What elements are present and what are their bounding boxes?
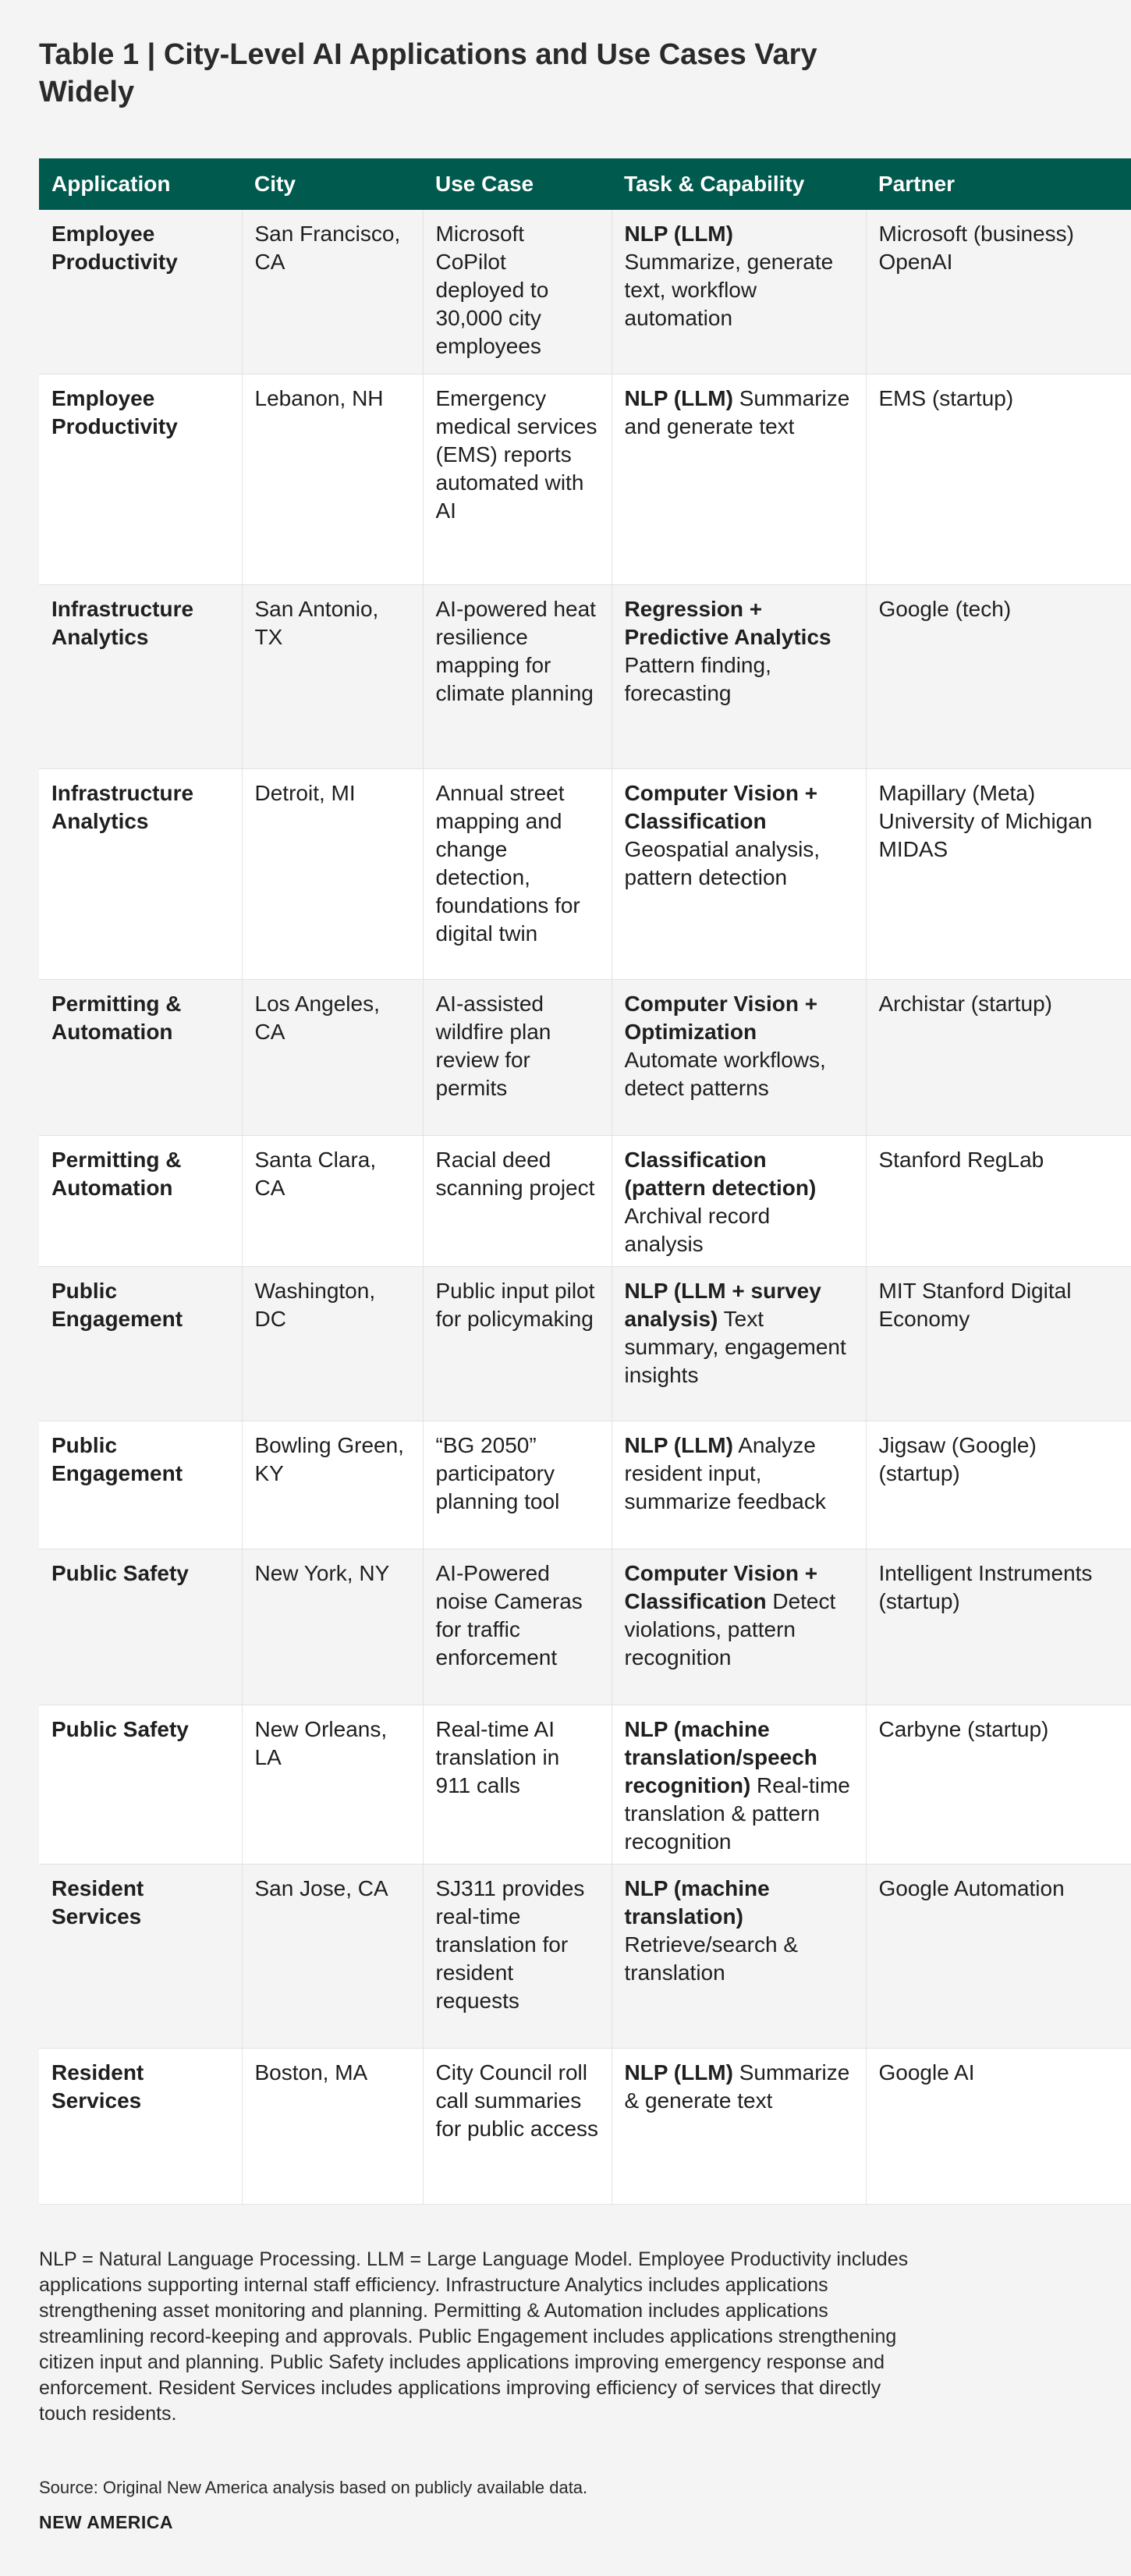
cell-application — [39, 210, 242, 374]
brand-wordmark: NEW AMERICA — [39, 2512, 174, 2532]
application-text: Public Engagement — [51, 1432, 183, 1485]
partner-text: Microsoft (business) OpenAI — [878, 222, 1075, 274]
capability-bold: Computer Vision + Classification — [624, 780, 818, 833]
capability-bold: Classification (pattern detection) — [624, 1147, 817, 1200]
application-text: Employee Productivity — [51, 222, 178, 274]
cell-city — [242, 374, 423, 584]
cell-application — [39, 979, 242, 1135]
table-row — [39, 584, 1131, 768]
capability-text: Summarize, generate text, workflow automation — [624, 250, 834, 330]
table-row — [39, 374, 1131, 584]
cell-partner — [866, 374, 1131, 584]
table-row — [39, 1705, 1131, 1864]
application-text: Permitting & Automation — [51, 991, 182, 1044]
use-case-text: Racial deed scanning project — [435, 1147, 595, 1200]
cell-use-case — [423, 584, 612, 768]
table-body — [39, 210, 1131, 2204]
cell-use-case — [423, 1549, 612, 1705]
cell-application — [39, 768, 242, 979]
cell-task-capability — [612, 1705, 866, 1864]
cell-city — [242, 2048, 423, 2204]
cell-task-capability — [612, 1135, 866, 1266]
use-case-table — [39, 158, 1131, 2205]
cell-city — [242, 979, 423, 1135]
cell-application — [39, 1705, 242, 1864]
cell-use-case — [423, 2048, 612, 2204]
cell-use-case — [423, 1421, 612, 1549]
cell-city — [242, 210, 423, 374]
header-city: City — [242, 158, 423, 210]
city-text: Boston, MA — [254, 2060, 368, 2085]
city-text: Los Angeles, CA — [254, 991, 380, 1044]
cell-partner — [866, 210, 1131, 374]
cell-task-capability — [612, 374, 866, 584]
cell-partner — [866, 1549, 1131, 1705]
capability-text: Retrieve/search & translation — [624, 1932, 799, 1985]
cell-use-case — [423, 1135, 612, 1266]
cell-partner — [866, 1705, 1131, 1864]
capability-bold: NLP (LLM) — [624, 222, 733, 246]
city-text: New York, NY — [254, 1560, 390, 1585]
cell-use-case — [423, 768, 612, 979]
cell-city — [242, 1864, 423, 2048]
table-row — [39, 210, 1131, 374]
partner-text: Intelligent Instruments (startup) — [878, 1560, 1093, 1613]
table-row — [39, 979, 1131, 1135]
cell-city — [242, 584, 423, 768]
cell-use-case — [423, 979, 612, 1135]
capability-text: Analyze resident input, summarize feedback — [624, 1432, 826, 1513]
cell-task-capability — [612, 768, 866, 979]
source-note: Source: Original New America analysis based on publicly available data. — [39, 2478, 588, 2497]
cell-partner — [866, 979, 1131, 1135]
cell-application — [39, 1421, 242, 1549]
cell-task-capability — [612, 1864, 866, 2048]
cell-use-case — [423, 374, 612, 584]
partner-text: Google AI — [878, 2060, 975, 2085]
capability-text: Geospatial analysis, pattern detection — [624, 836, 821, 889]
capability-text: Text summary, engagement insights — [624, 1306, 846, 1387]
cell-use-case — [423, 1864, 612, 2048]
capability-text: Real-time translation & pattern recognition — [624, 1772, 850, 1854]
capability-text: Pattern finding, forecasting — [624, 652, 771, 705]
city-text: San Francisco, CA — [254, 222, 401, 274]
cell-city — [242, 1705, 423, 1864]
use-case-text: “BG 2050” participatory planning tool — [435, 1432, 560, 1513]
use-case-text: Annual street mapping and change detection, foundations for digital twin — [435, 780, 580, 946]
application-text: Employee Productivity — [51, 385, 178, 438]
table-row — [39, 1135, 1131, 1266]
city-text: San Jose, CA — [254, 1875, 388, 1900]
table-row — [39, 1864, 1131, 2048]
application-text: Public Safety — [51, 1560, 189, 1585]
use-case-text: SJ311 provides real-time translation for resident requests — [435, 1875, 585, 2013]
cell-city — [242, 1266, 423, 1421]
cell-partner — [866, 584, 1131, 768]
cell-application — [39, 1549, 242, 1705]
cell-city — [242, 1549, 423, 1705]
capability-bold: NLP (machine translation/speech recognition) — [624, 1716, 817, 1797]
city-text: San Antonio, TX — [254, 596, 379, 649]
cell-task-capability — [612, 1549, 866, 1705]
city-text: Washington, DC — [254, 1278, 376, 1331]
partner-text: Carbyne (startup) — [878, 1716, 1049, 1741]
capability-text: Archival record analysis — [624, 1203, 771, 1256]
cell-use-case — [423, 1266, 612, 1421]
cell-use-case — [423, 210, 612, 374]
cell-partner — [866, 1135, 1131, 1266]
cell-partner — [866, 768, 1131, 979]
partner-text: MIT Stanford Digital Economy — [878, 1278, 1072, 1331]
table-row — [39, 768, 1131, 979]
use-case-text: AI-Powered noise Cameras for traffic enforcement — [435, 1560, 583, 1669]
table-row — [39, 2048, 1131, 2204]
header-application: Application — [39, 158, 242, 210]
use-case-text: City Council roll call summaries for public access — [435, 2060, 599, 2141]
cell-application — [39, 584, 242, 768]
use-case-text: Real-time AI translation in 911 calls — [435, 1716, 560, 1797]
cell-task-capability — [612, 584, 866, 768]
header-use-case: Use Case — [423, 158, 612, 210]
partner-text: Stanford RegLab — [878, 1147, 1044, 1172]
use-case-text: Emergency medical services (EMS) reports automated with AI — [435, 385, 597, 523]
cell-city — [242, 1135, 423, 1266]
cell-city — [242, 1421, 423, 1549]
cell-task-capability — [612, 979, 866, 1135]
capability-bold: NLP (machine translation) — [624, 1875, 770, 1928]
application-text: Public Safety — [51, 1716, 189, 1741]
table-title: Table 1 | City-Level AI Applications and Use Cases Vary Widely — [39, 38, 817, 108]
table-row — [39, 1421, 1131, 1549]
capability-bold: NLP (LLM) — [624, 2060, 733, 2085]
cell-partner — [866, 1864, 1131, 2048]
capability-text: Summarize & generate text — [624, 2060, 850, 2113]
cell-application — [39, 2048, 242, 2204]
capability-bold: NLP (LLM + survey analysis) — [624, 1278, 821, 1331]
capability-text: Automate workflows, detect patterns — [624, 1047, 826, 1100]
cell-city — [242, 768, 423, 979]
city-text: Santa Clara, CA — [254, 1147, 377, 1200]
partner-text: Archistar (startup) — [878, 991, 1052, 1016]
use-case-text: AI-assisted wildfire plan review for permits — [435, 991, 551, 1100]
capability-text: Summarize and generate text — [624, 385, 850, 438]
capability-bold: NLP (LLM) — [624, 385, 733, 410]
city-text: New Orleans, LA — [254, 1716, 388, 1769]
cell-application — [39, 1266, 242, 1421]
application-text: Resident Services — [51, 1875, 144, 1928]
capability-bold: Regression + Predictive Analytics — [624, 596, 831, 649]
city-text: Lebanon, NH — [254, 385, 384, 410]
cell-application — [39, 374, 242, 584]
capability-bold: NLP (LLM) — [624, 1432, 733, 1457]
partner-text: Jigsaw (Google) (startup) — [878, 1432, 1037, 1485]
cell-partner — [866, 1266, 1131, 1421]
city-text: Detroit, MI — [254, 780, 356, 805]
partner-text: Google (tech) — [878, 596, 1012, 621]
cell-task-capability — [612, 2048, 866, 2204]
header-task-capability: Task & Capability — [612, 158, 866, 210]
cell-task-capability — [612, 210, 866, 374]
header-partner: Partner — [866, 158, 1131, 210]
cell-use-case — [423, 1705, 612, 1864]
application-text: Infrastructure Analytics — [51, 780, 194, 833]
application-text: Permitting & Automation — [51, 1147, 182, 1200]
cell-partner — [866, 2048, 1131, 2204]
partner-text: Google Automation — [878, 1875, 1065, 1900]
city-text: Bowling Green, KY — [254, 1432, 404, 1485]
table-row — [39, 1549, 1131, 1705]
cell-task-capability — [612, 1266, 866, 1421]
capability-text: Detect violations, pattern recognition — [624, 1588, 836, 1669]
capability-bold: Computer Vision + Classification — [624, 1560, 818, 1613]
partner-text: EMS (startup) — [878, 385, 1014, 410]
footnote: NLP = Natural Language Processing. LLM = Large Language Model. Employee Productivity includes applications supporting internal staff efficiency. Infrastructure Analytics includes applications strengthening asset monitoring and planning. Permitting & Automation includes applications streamlining record-keeping and approvals. Public Engagement includes applications strengthening citizen input and planning. Public Safety includes applications improving emergency response and enforcement. Resident Services includes applications improving efficiency of services that directly touch residents. — [39, 2248, 909, 2425]
cell-application — [39, 1864, 242, 2048]
cell-application — [39, 1135, 242, 1266]
application-text: Resident Services — [51, 2060, 144, 2113]
cell-task-capability — [612, 1421, 866, 1549]
use-case-text: AI-powered heat resilience mapping for climate planning — [435, 596, 596, 705]
use-case-text: Public input pilot for policymaking — [435, 1278, 595, 1331]
capability-bold: Computer Vision + Optimization — [624, 991, 818, 1044]
application-text: Infrastructure Analytics — [51, 596, 194, 649]
application-text: Public Engagement — [51, 1278, 183, 1331]
cell-partner — [866, 1421, 1131, 1549]
table-row — [39, 1266, 1131, 1421]
table-header-row — [39, 158, 1131, 210]
use-case-text: Microsoft CoPilot deployed to 30,000 city employees — [435, 222, 549, 358]
table-container — [39, 158, 1093, 2218]
partner-text: Mapillary (Meta) University of Michigan MIDAS — [878, 780, 1093, 861]
